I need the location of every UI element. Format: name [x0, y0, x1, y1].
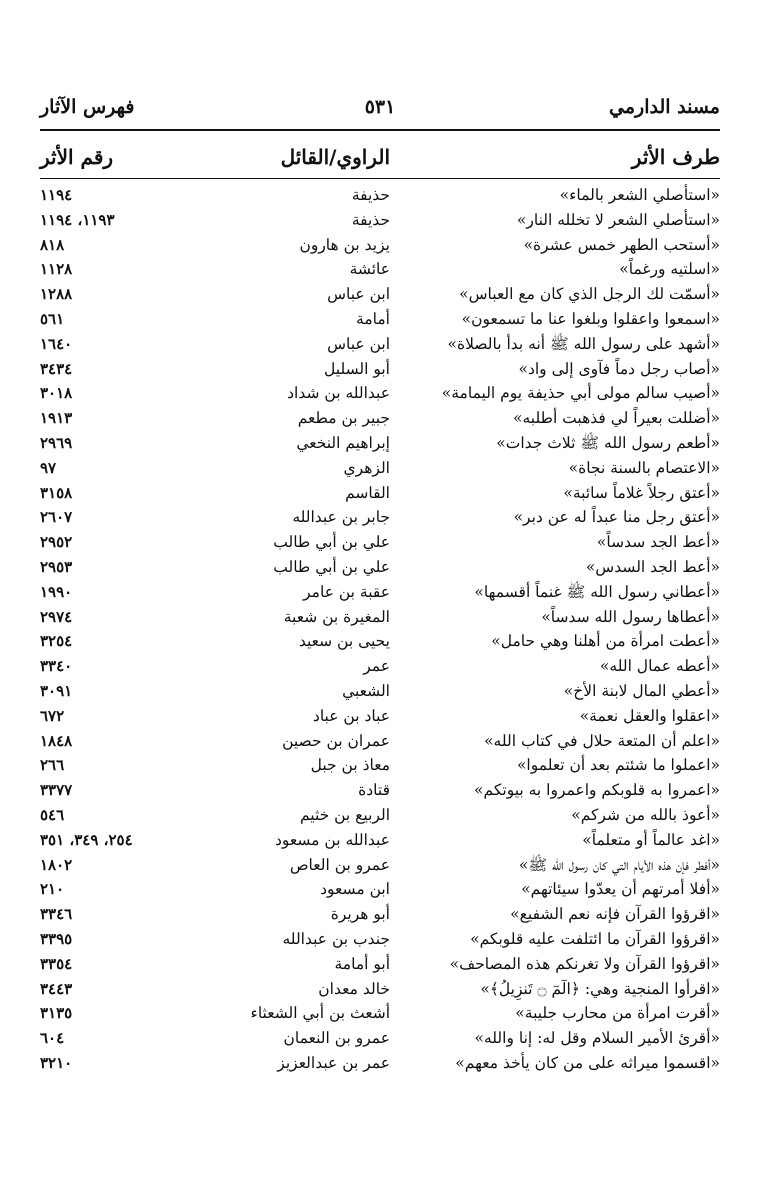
- row-number: ٢٩٧٤: [40, 607, 73, 626]
- row-text: «استأصلي الشعر بالماء»: [559, 186, 720, 204]
- column-header-text: طرف الأثر: [631, 145, 720, 169]
- row-text: «أعطت امرأة من أهلنا وهي حامل»: [491, 632, 720, 651]
- table-row: [40, 704, 720, 729]
- column-headers: [40, 142, 720, 176]
- row-narrator: ابن مسعود: [320, 880, 390, 899]
- row-narrator: عباد بن عباد: [312, 706, 390, 725]
- row-narrator: جندب بن عبدالله: [282, 929, 390, 948]
- row-narrator: أشعث بن أبي الشعثاء: [250, 1004, 390, 1023]
- page-number: ٥٣١: [364, 96, 396, 118]
- row-text: «اقرؤوا القرآن ما ائتلفت عليه قلوبكم»: [470, 929, 720, 948]
- row-number: ١٨٠٢: [40, 855, 73, 874]
- row-number: ٢١٠: [40, 880, 65, 899]
- table-row: [40, 208, 720, 233]
- table-row: [40, 778, 720, 803]
- row-text: «أعطي المال لابنة الأخ»: [563, 681, 720, 700]
- row-narrator: عمران بن حصين: [282, 731, 390, 750]
- table-row: [40, 233, 720, 258]
- running-head: [40, 93, 720, 125]
- table-row: [40, 530, 720, 555]
- row-text: «أعوذ بالله من شركم»: [571, 805, 720, 824]
- row-number: ٦٠٤: [40, 1029, 65, 1048]
- row-number: ٢٩٦٩: [40, 433, 73, 452]
- row-text: «الاعتصام بالسنة نجاة»: [568, 458, 720, 477]
- row-narrator: عمر بن عبدالعزيز: [277, 1053, 390, 1072]
- table-row: [40, 456, 720, 481]
- table-row: [40, 257, 720, 282]
- row-number: ٣١٥٨: [40, 483, 73, 502]
- row-number: ١١٢٨: [40, 260, 73, 279]
- book-title: مسند الدارمي: [609, 96, 720, 118]
- row-text: «اعقلوا والعقل نعمة»: [579, 706, 720, 725]
- row-text: «أقرئ الأمير السلام وقل له: إنا والله»: [474, 1029, 720, 1048]
- row-number: ١٨٤٨: [40, 731, 73, 750]
- column-header-rule: [40, 178, 720, 179]
- row-narrator: عقبة بن عامر: [303, 582, 390, 601]
- row-narrator: معاذ بن جبل: [310, 756, 390, 775]
- row-text: «أفطر فإن هذه الأيام التي كان رسول الله ﷺ»: [518, 855, 720, 874]
- row-number: ٣٣٥٤: [40, 954, 73, 973]
- row-narrator: أبو السليل: [324, 359, 390, 378]
- table-row: [40, 902, 720, 927]
- row-number: ٨١٨: [40, 235, 65, 254]
- row-number: ٣١٣٥: [40, 1004, 73, 1023]
- row-narrator: أبو أمامة: [334, 954, 390, 973]
- row-number: ٣٢٥٤: [40, 632, 73, 651]
- row-text: «استأصلي الشعر لا تخلله النار»: [516, 210, 720, 229]
- row-text: «اعلم أن المتعة حلال في كتاب الله»: [484, 731, 720, 750]
- row-narrator: المغيرة بن شعبة: [283, 607, 390, 626]
- row-text: «أعطه عمال الله»: [599, 657, 720, 676]
- row-text: «أسمّت لك الرجل الذي كان مع العباس»: [459, 285, 720, 304]
- row-number: ٣٣٤٦: [40, 905, 73, 924]
- row-narrator: عمرو بن العاص: [289, 855, 390, 874]
- row-narrator: قتادة: [358, 781, 390, 800]
- row-narrator: خالد معدان: [318, 979, 390, 998]
- row-narrator: إبراهيم النخعي: [296, 433, 390, 452]
- table-row: [40, 580, 720, 605]
- table-row: [40, 877, 720, 902]
- row-narrator: حذيفة: [351, 210, 390, 229]
- row-narrator: عائشة: [349, 260, 390, 279]
- table-row: [40, 1001, 720, 1026]
- row-number: ١٩١٣: [40, 409, 73, 428]
- row-text: «أعطاني رسول الله ﷺ غنماً أقسمها»: [474, 582, 720, 601]
- row-number: ٣٢١٠: [40, 1053, 73, 1072]
- row-number: ٥٤٦: [40, 805, 65, 824]
- row-number: ٥٦١: [40, 309, 65, 328]
- column-header-narrator: الراوي/القائل: [280, 145, 390, 169]
- row-narrator: القاسم: [345, 483, 390, 502]
- row-number: ٣٣٩٥: [40, 929, 73, 948]
- row-number: ٣٠٩١: [40, 681, 73, 700]
- table-row: [40, 381, 720, 406]
- table-row: [40, 828, 720, 853]
- row-number: ١٩٩٠: [40, 582, 73, 601]
- row-number: ١١٩٤: [40, 186, 73, 204]
- row-text: «اقرأوا المنجية وهي: ﴿الٓمٓ ۝ تَنزِيلُ﴾»: [480, 979, 720, 998]
- table-row: [40, 282, 720, 307]
- table-row: [40, 927, 720, 952]
- row-number: ١٦٤٠: [40, 334, 73, 353]
- row-number: ١١٩٣، ١١٩٤: [40, 210, 115, 229]
- row-text: «أعط الجد سدساً»: [596, 533, 720, 552]
- row-narrator: علي بن أبي طالب: [273, 533, 390, 552]
- row-narrator: ابن عباس: [327, 334, 390, 353]
- table-row: [40, 505, 720, 530]
- row-text: «اقرؤوا القرآن ولا تغرنكم هذه المصاحف»: [449, 954, 720, 973]
- row-text: «اقرؤوا القرآن فإنه نعم الشفيع»: [510, 905, 720, 924]
- row-number: ٣٤٣٤: [40, 359, 73, 378]
- row-narrator: جابر بن عبدالله: [292, 508, 390, 527]
- row-text: «أفلا أمرتهم أن يعدّوا سيئاتهم»: [521, 880, 720, 899]
- row-text: «أقرت امرأة من محارب جليبة»: [515, 1004, 720, 1023]
- row-narrator: ابن عباس: [327, 285, 390, 304]
- row-text: «اسمعوا واعقلوا وبلغوا عنا ما تسمعون»: [461, 309, 720, 328]
- row-text: «اعمروا به قلوبكم واعمروا به بيوتكم»: [474, 781, 720, 800]
- column-header-number: رقم الأثر: [40, 145, 114, 169]
- table-row: [40, 183, 720, 208]
- table-row: [40, 952, 720, 977]
- table-row: [40, 357, 720, 382]
- row-number: ٢٦٦: [40, 756, 65, 775]
- index-table: [40, 183, 720, 1076]
- row-narrator: جبير بن مطعم: [297, 409, 390, 428]
- table-row: [40, 803, 720, 828]
- row-number: ٦٧٢: [40, 706, 65, 725]
- row-number: ٢٥٤، ٣٤٩، ٣٥١: [40, 830, 133, 849]
- table-row: [40, 753, 720, 778]
- row-narrator: عمر: [363, 657, 390, 676]
- row-text: «أعتق رجلاً غلاماً سائبة»: [563, 483, 720, 502]
- table-row: [40, 654, 720, 679]
- row-narrator: أمامة: [356, 309, 390, 328]
- table-row: [40, 332, 720, 357]
- table-row: [40, 679, 720, 704]
- table-row: [40, 1051, 720, 1076]
- table-row: [40, 605, 720, 630]
- table-row: [40, 555, 720, 580]
- row-narrator: الربيع بن خثيم: [299, 805, 390, 824]
- row-narrator: الزهري: [343, 458, 390, 477]
- table-row: [40, 307, 720, 332]
- row-narrator: عبدالله بن مسعود: [274, 830, 390, 849]
- header-rule: [40, 129, 720, 131]
- section-title: فهرس الآثار: [40, 96, 135, 118]
- row-text: «أصاب رجل دماً فآوى إلى واد»: [518, 359, 720, 378]
- table-row: [40, 1026, 720, 1051]
- row-narrator: علي بن أبي طالب: [273, 557, 390, 576]
- row-text: «أضللت بعيراً لي فذهبت أطلبه»: [513, 409, 720, 428]
- row-narrator: يحيى بن سعيد: [298, 632, 390, 651]
- table-row: [40, 729, 720, 754]
- row-narrator: عمرو بن النعمان: [283, 1029, 390, 1048]
- row-narrator: أبو هريرة: [330, 905, 390, 924]
- row-narrator: يزيد بن هارون: [299, 235, 390, 254]
- table-row: [40, 431, 720, 456]
- table-row: [40, 629, 720, 654]
- row-text: «اسلتيه ورغماً»: [619, 260, 720, 279]
- row-number: ٣٤٤٣: [40, 979, 73, 998]
- table-row: [40, 406, 720, 431]
- row-number: ٩٧: [40, 458, 57, 477]
- row-number: ٣٣٧٧: [40, 781, 73, 800]
- row-text: «اعملوا ما شئتم بعد أن تعلموا»: [516, 756, 720, 775]
- table-row: [40, 977, 720, 1002]
- row-number: ٣٣٤٠: [40, 657, 73, 676]
- row-text: «أشهد على رسول الله ﷺ أنه بدأ بالصلاة»: [447, 334, 720, 353]
- row-text: «أعط الجد السدس»: [585, 557, 720, 576]
- row-text: «اغد عالماً أو متعلماً»: [582, 830, 720, 849]
- row-narrator: الشعبي: [342, 681, 390, 700]
- row-number: ٢٦٠٧: [40, 508, 73, 527]
- row-text: «أستحب الطهر خمس عشرة»: [523, 235, 720, 254]
- row-text: «أصيب سالم مولى أبي حذيفة يوم اليمامة»: [441, 384, 720, 403]
- row-number: ٢٩٥٢: [40, 533, 73, 552]
- row-text: «أعطاها رسول الله سدساً»: [541, 607, 720, 626]
- row-text: «أطعم رسول الله ﷺ ثلاث جدات»: [496, 433, 720, 452]
- table-row: [40, 853, 720, 878]
- table-row: [40, 481, 720, 506]
- row-narrator: حذيفة: [351, 186, 390, 204]
- row-number: ٣٠١٨: [40, 384, 73, 403]
- row-number: ٢٩٥٣: [40, 557, 73, 576]
- row-text: «أعتق رجل منا عبداً له عن دبر»: [513, 508, 720, 527]
- row-text: «اقسموا ميراثه على من كان يأخذ معهم»: [455, 1053, 720, 1072]
- row-narrator: عبدالله بن شداد: [287, 384, 390, 403]
- row-number: ١٢٨٨: [40, 285, 73, 304]
